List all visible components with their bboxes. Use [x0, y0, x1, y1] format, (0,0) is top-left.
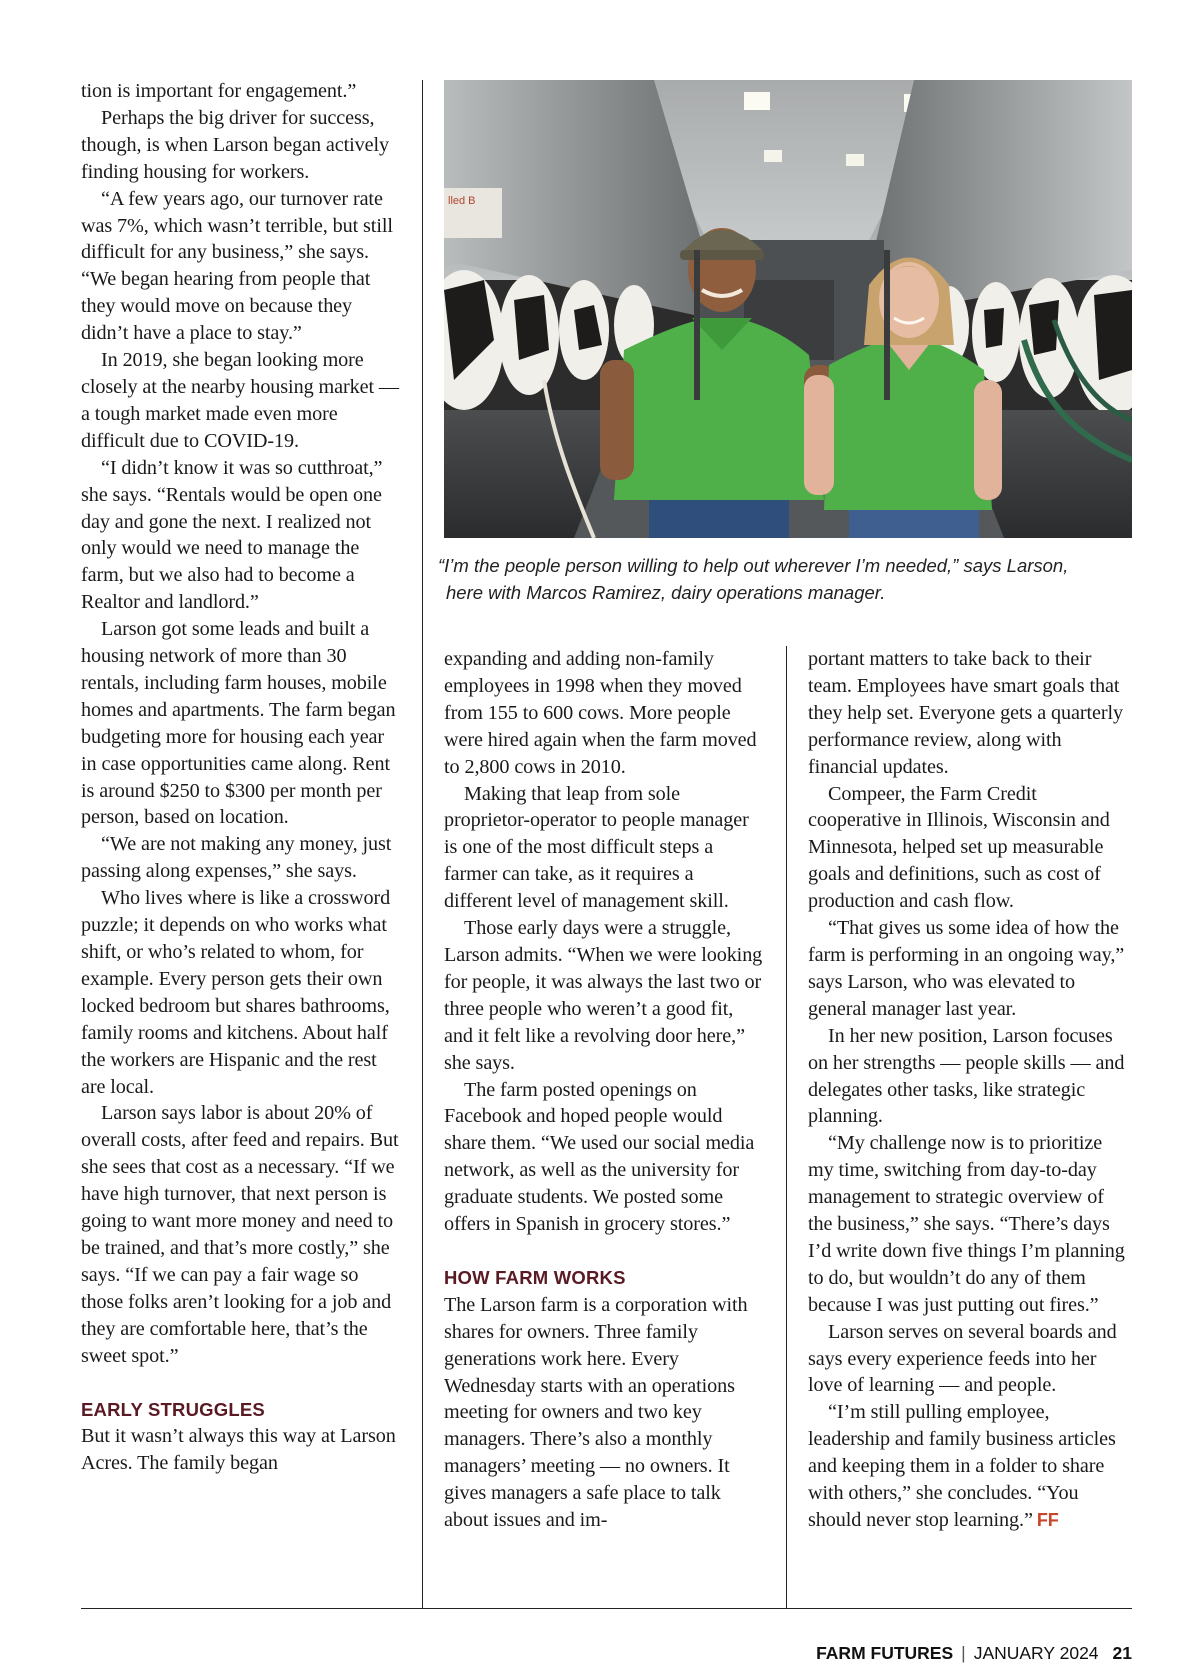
paragraph-final — [808, 1399, 1132, 1534]
paragraph: Who lives where is like a crossword puzzle; it depends on who works what shift, or who’s related to whom, for example. Every person gets their own locked bedroom but shares bathrooms, family rooms and kitchens. About half the workers are Hispanic and the rest are local. — [81, 887, 391, 1098]
caption-line-1: “I’m the people person willing to help out wherever I’m needed,” says Larson, — [438, 555, 1069, 576]
article-photo — [444, 80, 1132, 538]
page-footer — [816, 1643, 1132, 1664]
issue-date: JANUARY 2024 — [973, 1643, 1099, 1663]
footer-rule — [81, 1608, 1132, 1609]
column-divider-left — [422, 80, 423, 1608]
milking-parlor-photo — [444, 80, 1132, 538]
final-text: “I’m still pulling employee, leadership and family business articles and keeping them in a folder to share with others,” she concludes. “You should never stop learning.” — [808, 1401, 1116, 1531]
article-column-3 — [808, 646, 1132, 1534]
paragraph: Compeer, the Farm Credit cooperative in Illinois, Wisconsin and Minnesota, helped set up measurable goals and definitions, such as cost of production and cash flow. — [808, 782, 1110, 913]
paragraph: Those early days were a struggle, Larson admits. “When we were looking for people, it was always the last two or three people who weren’t a good fit, and it felt like a revolving door here,” she says. — [444, 917, 763, 1074]
photo-sign-text: lled B — [448, 195, 476, 207]
paragraph: The Larson farm is a corporation with shares for owners. Three family generations work here. Every Wednesday starts with an operations meeting for owners and two key managers. There’s also a monthly managers’ meeting — no owners. It gives managers a safe place to talk about issues and im- — [444, 1293, 748, 1532]
paragraph: “My challenge now is to prioritize my time, switching from day-to-day management to strategic overview of the business,” she says. “There’s days I’d write down five things I’m planning to do, but wouldn’t do any of them because I was just putting out fires.” — [808, 1132, 1125, 1316]
paragraph: Perhaps the big driver for success, though, is when Larson began actively finding housing for workers. — [81, 106, 390, 183]
section-heading-how-farm-works: HOW FARM WORKS — [444, 1266, 626, 1288]
paragraph: “I didn’t know it was so cutthroat,” she says. “Rentals would be open one day and gone the next. I realized not only would we need to manage the farm, but we also had to become a Realtor and landlord.” — [81, 456, 383, 614]
article-column-2 — [444, 646, 766, 1534]
page-number: 21 — [1112, 1643, 1132, 1663]
paragraph: Larson serves on several boards and says every experience feeds into her love of learning — and people. — [808, 1320, 1117, 1397]
paragraph: The farm posted openings on Facebook and hoped people would share them. “We used our social media network, as well as the university for graduate students. We posted some offers in Spanish in grocery stores.” — [444, 1078, 755, 1236]
paragraph: “A few years ago, our turnover rate was 7%, which wasn’t terrible, but still difficult for any business,” she says. “We began hearing from people that they would move on because they didn’t have a place to stay.” — [81, 187, 393, 345]
paragraph: tion is important for engagement.” — [81, 80, 357, 102]
paragraph: “We are not making any money, just passing along expenses,” she says. — [81, 833, 392, 883]
paragraph: “That gives us some idea of how the farm is performing in an ongoing way,” says Larson, who was elevated to general manager last year. — [808, 917, 1125, 1020]
article-column-1 — [81, 78, 403, 1477]
paragraph: In 2019, she began looking more closely at the nearby housing market — a tough market made even more difficult due to COVID-19. — [81, 349, 399, 452]
end-mark: FF — [1036, 1510, 1059, 1530]
paragraph: expanding and adding non-family employees in 1998 when they moved from 155 to 600 cows. More people were hired again when the farm moved to 2,800 cows in 2010. — [444, 648, 757, 778]
paragraph: But it wasn’t always this way at Larson Acres. The family began — [81, 1425, 396, 1475]
caption-line-2: here with Marcos Ramirez, dairy operations manager. — [446, 582, 886, 603]
paragraph: portant matters to take back to their team. Employees have smart goals that they help set. Everyone gets a quarterly performance review, along with financial updates. — [808, 648, 1123, 778]
paragraph: Larson says labor is about 20% of overall costs, after feed and repairs. But she sees that cost as a necessary. “If we have high turnover, that next person is going to want more money and need to be trained, and that’s more costly,” she says. “If we can pay a fair wage so those folks aren’t looking for a job and they are comfortable here, that’s the sweet spot.” — [81, 1102, 399, 1367]
column-divider-right — [786, 646, 787, 1608]
paragraph: In her new position, Larson focuses on her strengths — people skills — and delegates other tasks, like strategic planning. — [808, 1024, 1125, 1128]
paragraph: Making that leap from sole proprietor-operator to people manager is one of the most difficult steps a farmer can take, as it requires a different level of management skill. — [444, 782, 749, 913]
paragraph: Larson got some leads and built a housing network of more than 30 rentals, including farm houses, mobile homes and apartments. The farm began budgeting more for housing each year in case opportunities came along. Rent is around $250 to $300 per month per person, based on location. — [81, 618, 396, 829]
footer-separator: | — [961, 1643, 966, 1663]
magazine-name: FARM FUTURES — [816, 1643, 954, 1663]
section-heading-early-struggles: EARLY STRUGGLES — [81, 1398, 265, 1420]
photo-caption — [438, 552, 1138, 606]
